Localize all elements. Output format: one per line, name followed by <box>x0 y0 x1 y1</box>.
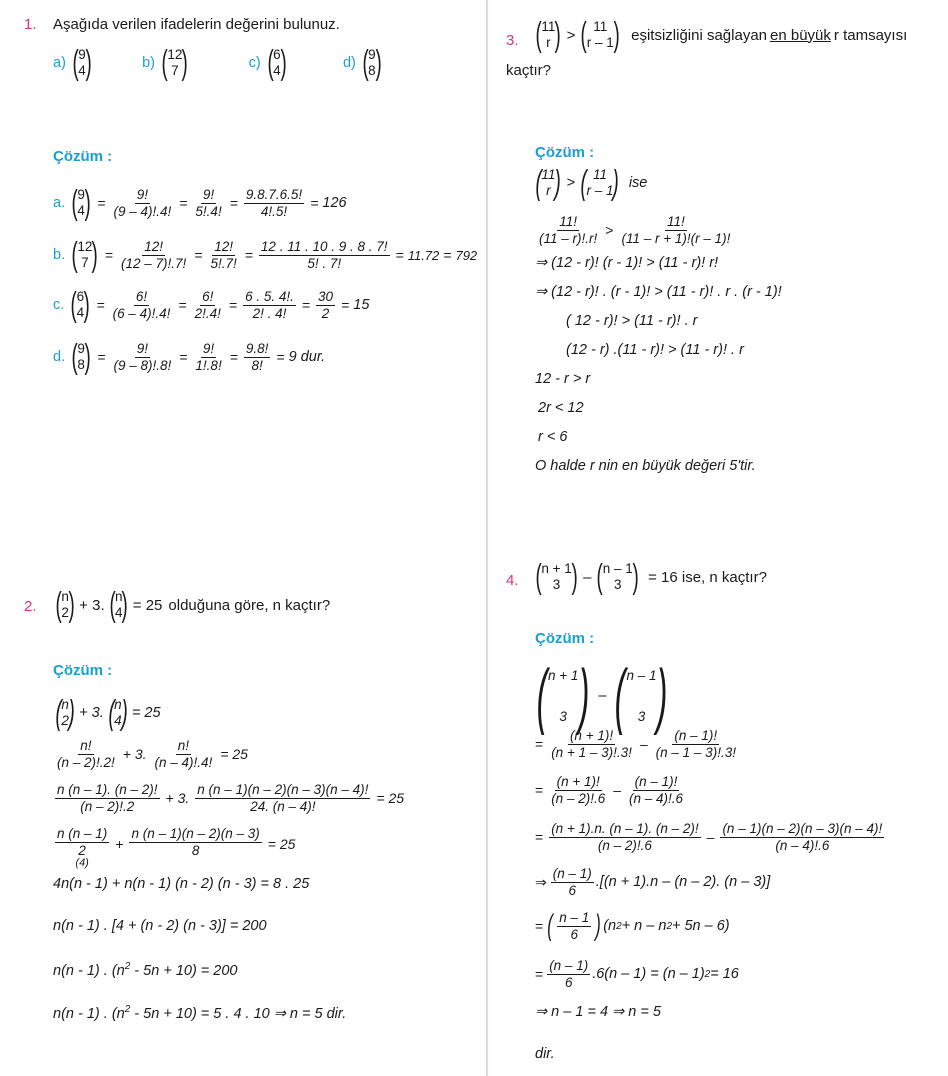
solution-3-line8: 2r < 12 <box>538 400 584 416</box>
question-1-options <box>53 46 384 80</box>
column-divider <box>486 0 488 1076</box>
question-2-solution-heading: Çözüm : <box>53 662 113 679</box>
solution-4-line7: = $\frac{(n - 1)}{6}$ .6(n – 1) = (n – 1) 2 = 16 <box>535 958 739 990</box>
option-b-binom: ( 12 7 ) <box>161 44 189 82</box>
solution-4-line4: = $\frac{(n + 1).n. (n - 1). (n - 2)!}{(n - 2)!.6}$ – $\frac{(n - 1)(n - 2)(n - 3)(n - 4)!}{(n - 4)!.6}$ <box>535 821 883 853</box>
question-3-solution-heading: Çözüm : <box>535 144 595 161</box>
option-c-binom: ( 6 4 ) <box>267 44 287 82</box>
solution-3-line5: ( 12 - r)! > (11 - r)! . r <box>566 313 698 329</box>
solution-4-line8: ⇒ n – 1 = 4 ⇒ n = 5 <box>535 1004 661 1020</box>
solution-2-line3: $\frac{n (n - 1). (n - 2)!}{(n - 2)!.2}$ + 3. $\frac{n (n - 1)(n - 2)(n - 3)(n - 4)!}{24. (n - 4)!}$ = 25 <box>57 782 405 814</box>
option-d-label: d) <box>342 55 356 71</box>
question-4-solution-heading: Çözüm : <box>535 630 595 647</box>
question-1-number: 1. <box>24 16 37 33</box>
solution-2-line1: ( n 2 ) + 3. ( n 4 ) = 25 <box>55 694 161 732</box>
option-b-label: b) <box>142 55 155 71</box>
question-4-text: ( n + 1 3 ) – ( n – 1 3 ) = 16 ise, n kaçtır? <box>535 558 767 596</box>
solution-2-line4: n (n – 1) 2 (4) + $\frac{n (n - 1)(n - 2)(n - 3)}{8}$ = 25 <box>57 826 296 870</box>
solution-4-line5: ⇒ $\frac{(n - 1)}{6}$ .[(n + 1).n – (n – 2). (n – 3)] <box>535 866 771 898</box>
solution-4-line2: = $\frac{(n + 1)!}{(n + 1 - 3)!.3!}$ – $\frac{(n - 1)!}{(n - 1 - 3)!.3!}$ <box>535 728 736 760</box>
question-2-number: 2. <box>24 598 37 615</box>
solution-1d: d. ( 9 8 ) = $\frac{9!}{(9 - 8)!.8!}$ = $\frac{9!}{1!.8!}$ = $\frac{9.8!}{8!}$ = 9 dur. <box>53 338 326 376</box>
solution-1a: a. ( 9 4 ) = $\frac{9!}{(9 - 4)!.4!}$ = $\frac{9!}{5!.4!}$ = $\frac{9.8.7.6.5!}{4!.5!}$ = 126 <box>53 184 347 222</box>
solution-2-line6: n(n - 1) . [4 + (n - 2) (n - 3)] = 200 <box>53 918 267 934</box>
solution-3-conclusion: O halde r nin en büyük değeri 5'tir. <box>535 458 756 474</box>
solution-3-line4: ⇒ (12 - r)! . (r - 1)! > (11 - r)! . r . (r - 1)! <box>535 284 782 300</box>
option-d-binom: ( 9 8 ) <box>362 44 382 82</box>
solution-3-line6: (12 - r) .(11 - r)! > (11 - r)! . r <box>566 342 744 358</box>
solution-1b: b. ( 12 7 ) = $\frac{12!}{(12 - 7)!.7!}$ = $\frac{12!}{5!.7!}$ = $\frac{12 . 11 . 10 . 9 . 8 . 7!}{5! . 7!}$ = 11.72 = 792 <box>53 236 478 274</box>
solution-3-line7: 12 - r > r <box>535 371 591 387</box>
question-3-text: ( 11 r ) > ( 11 r – 1 ) eşitsizliğini sağlayan en büyük r tamsayısı <box>535 16 908 54</box>
option-a-binom: ( 9 4 ) <box>72 44 92 82</box>
question-1-solution-heading: Çözüm : <box>53 148 113 165</box>
solution-4-line9: dir. <box>535 1046 555 1062</box>
question-3-text-line2: kaçtır? <box>506 62 552 79</box>
question-2-text: ( n 2 ) + 3. ( n 4 ) = 25 olduğuna göre, n kaçtır? <box>55 586 331 624</box>
solution-4-line3: = $\frac{(n + 1)!}{(n - 2)!.6}$ – $\frac{(n - 1)!}{(n - 4)!.6}$ <box>535 774 684 806</box>
solution-4-line6: = ( $\frac{n - 1}{6}$ ) (n 2 + n – n 2 + 5n – 6) <box>535 909 730 943</box>
solution-1c: c. ( 6 4 ) = $\frac{6!}{(6 - 4)!.4!}$ = $\frac{6!}{2!.4!}$ = $\frac{6 . 5. 4!.}{2! . 4!}$ = $\frac{30}{2}$ = 15 <box>53 286 370 324</box>
question-4-number: 4. <box>506 572 519 589</box>
solution-2-line2: $\frac{n!}{(n - 2)!.2!}$ + 3. $\frac{n!}{(n - 4)!.4!}$ = 25 <box>57 738 248 770</box>
solution-4-line1: ( n + 1 3 ) – ( n – 1 3 ) <box>536 656 668 736</box>
solution-2-line8: n(n - 1) . $(n^2 - 5n + 10) = 5$ . 4 . 10 ⇒ n = 5 dir. <box>53 1004 347 1022</box>
solution-3-line2: $\frac{11!}{(11 - r)!.r!}$ > $\frac{11!}{(11 - r + 1)!(r - 1)!}$ <box>539 214 731 246</box>
solution-3-line3: ⇒ (12 - r)! (r - 1)! > (11 - r)! r! <box>535 255 719 271</box>
solution-3-line9: r < 6 <box>538 429 568 445</box>
option-a-label: a) <box>53 55 66 71</box>
question-1-text: Aşağıda verilen ifadelerin değerini bulunuz. <box>53 16 340 33</box>
solution-3-line1: ( 11 r ) > ( 11 r – 1 ) ise <box>535 164 648 202</box>
question-3-number: 3. <box>506 32 519 49</box>
solution-2-line7: n(n - 1) . $(n^2 - 5n + 10) = 200$ <box>53 961 238 979</box>
option-c-label: c) <box>248 55 261 71</box>
solution-2-line5: 4n(n - 1) + n(n - 1) (n - 2) (n - 3) = 8 . 25 <box>53 876 310 892</box>
